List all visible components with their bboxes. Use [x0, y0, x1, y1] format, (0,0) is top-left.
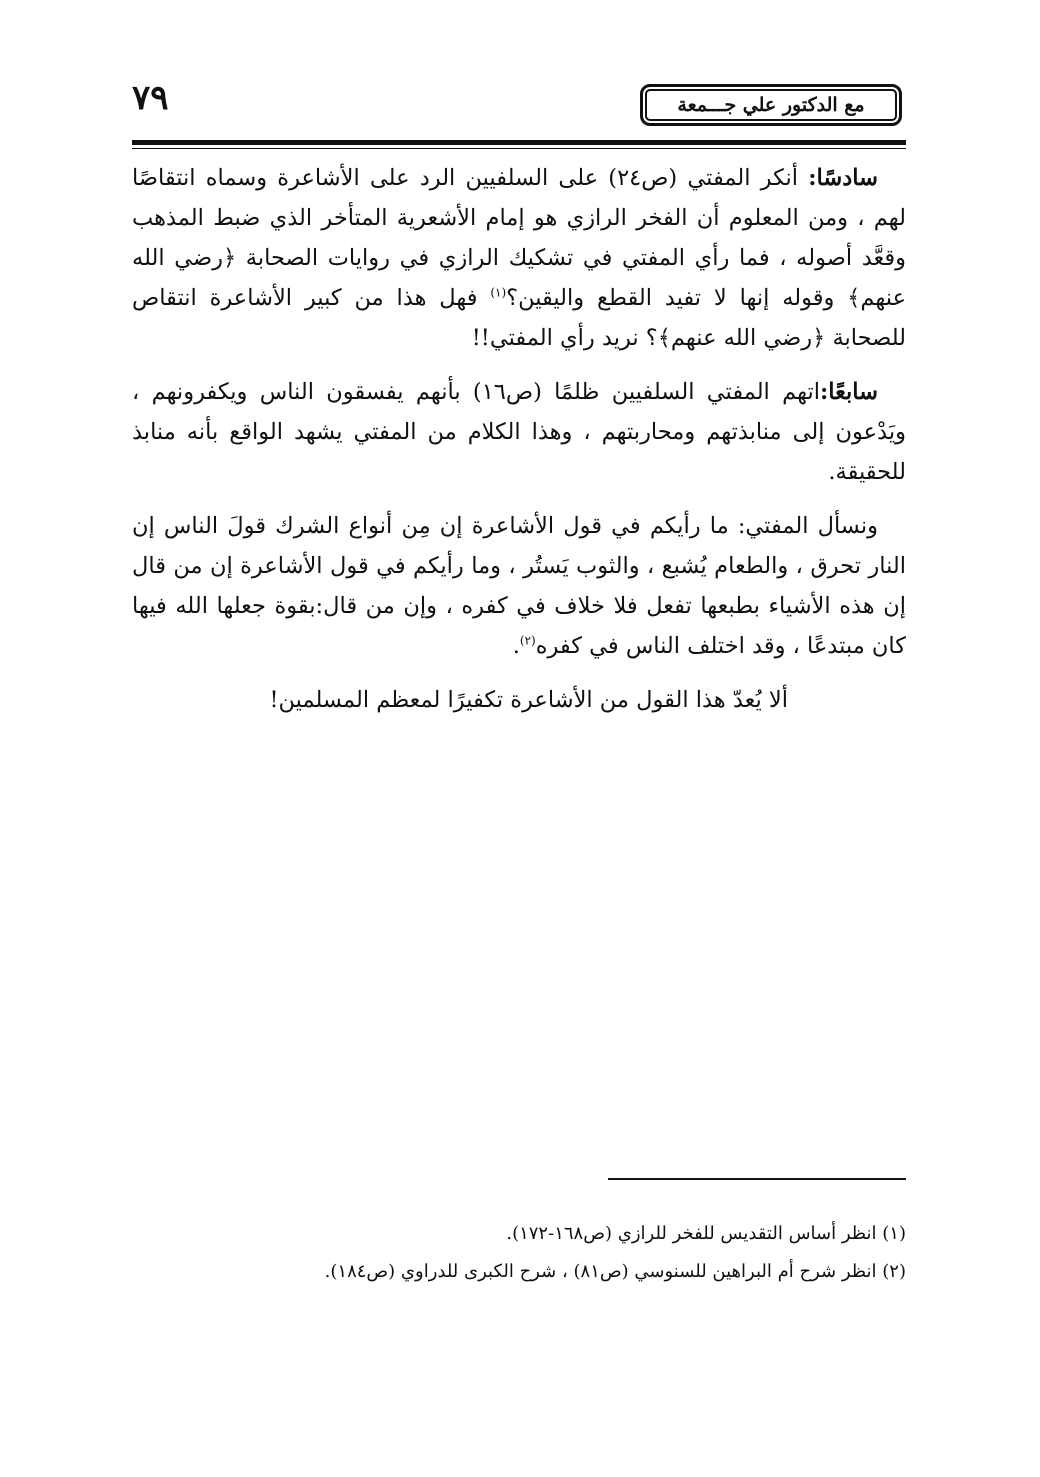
footnotes [132, 1216, 906, 1292]
paragraph-3 [132, 506, 906, 666]
paragraph-2 [132, 372, 906, 492]
paragraph-end: . [512, 633, 520, 659]
page-number: ٧٩ [132, 78, 169, 118]
footnote: (١) انظر أساس التقديس للفخر للرازي (ص١٦٨-١٧٢). [506, 1223, 906, 1244]
paragraph-4 [132, 680, 906, 720]
paragraph-text: ونسأل المفتي: ما رأيكم في قول الأشاعرة إن مِن أنواع الشرك قولَ الناس إن النار تحرق ، والطعام يُشبع ، والثوب يَستُر ، وما رأيكم في قول الأشاعرة إن من قال إن هذه الأشياء بطبعها تفعل فلا خلاف في كفره ، وإن من قال:بقوة جعلها الله فيها كان مبتدعًا ، وقد اختلف الناس في كفره [132, 513, 906, 659]
footnote-ref[interactable]: (١) [490, 285, 507, 300]
paragraph-text: أنكر المفتي (ص٢٤) على السلفيين الرد على الأشاعرة وسماه انتقاصًا لهم ، ومن المعلوم أن الفخر الرازي هو إمام الأشعرية المتأخر الذي ضبط المذهب وقعَّد أصوله ، فما رأي المفتي في تشكيك الرازي في روايات الصحابة ﴿رضي الله عنهم﴾ وقوله إنها لا تفيد القطع واليقين؟ [132, 165, 906, 311]
paragraph-lead: سابعًا: [820, 379, 878, 405]
paragraph-text: ألا يُعدّ هذا القول من الأشاعرة تكفيرًا لمعظم المسلمين! [269, 687, 788, 713]
paragraph-text: فهل هذا من كبير الأشاعرة انتقاص للصحابة ﴿رضي الله عنهم﴾؟ نريد رأي المفتي!! [132, 285, 906, 351]
body-text [132, 158, 906, 734]
header-rule-thin [132, 148, 906, 149]
paragraph-text: اتهم المفتي السلفيين ظلمًا (ص١٦) بأنهم يفسقون الناس ويكفرونهم ، ويَدْعون إلى منابذتهم ومحاربتهم ، وهذا الكلام من المفتي يشهد الواقع بأنه منابذ للحقيقة. [132, 379, 906, 485]
paragraph-lead: سادسًا: [808, 165, 878, 191]
running-title: مع الدكتور علي جـــمعة [640, 84, 902, 126]
footnote-separator [608, 1178, 906, 1180]
paragraph-1 [132, 158, 906, 358]
footnote-ref[interactable]: (٢) [519, 633, 536, 648]
footnote: (٢) انظر شرح أم البراهين للسنوسي (ص٨١) ، شرح الكبرى للدراوي (ص١٨٤). [324, 1261, 906, 1282]
header-rule [132, 140, 906, 145]
